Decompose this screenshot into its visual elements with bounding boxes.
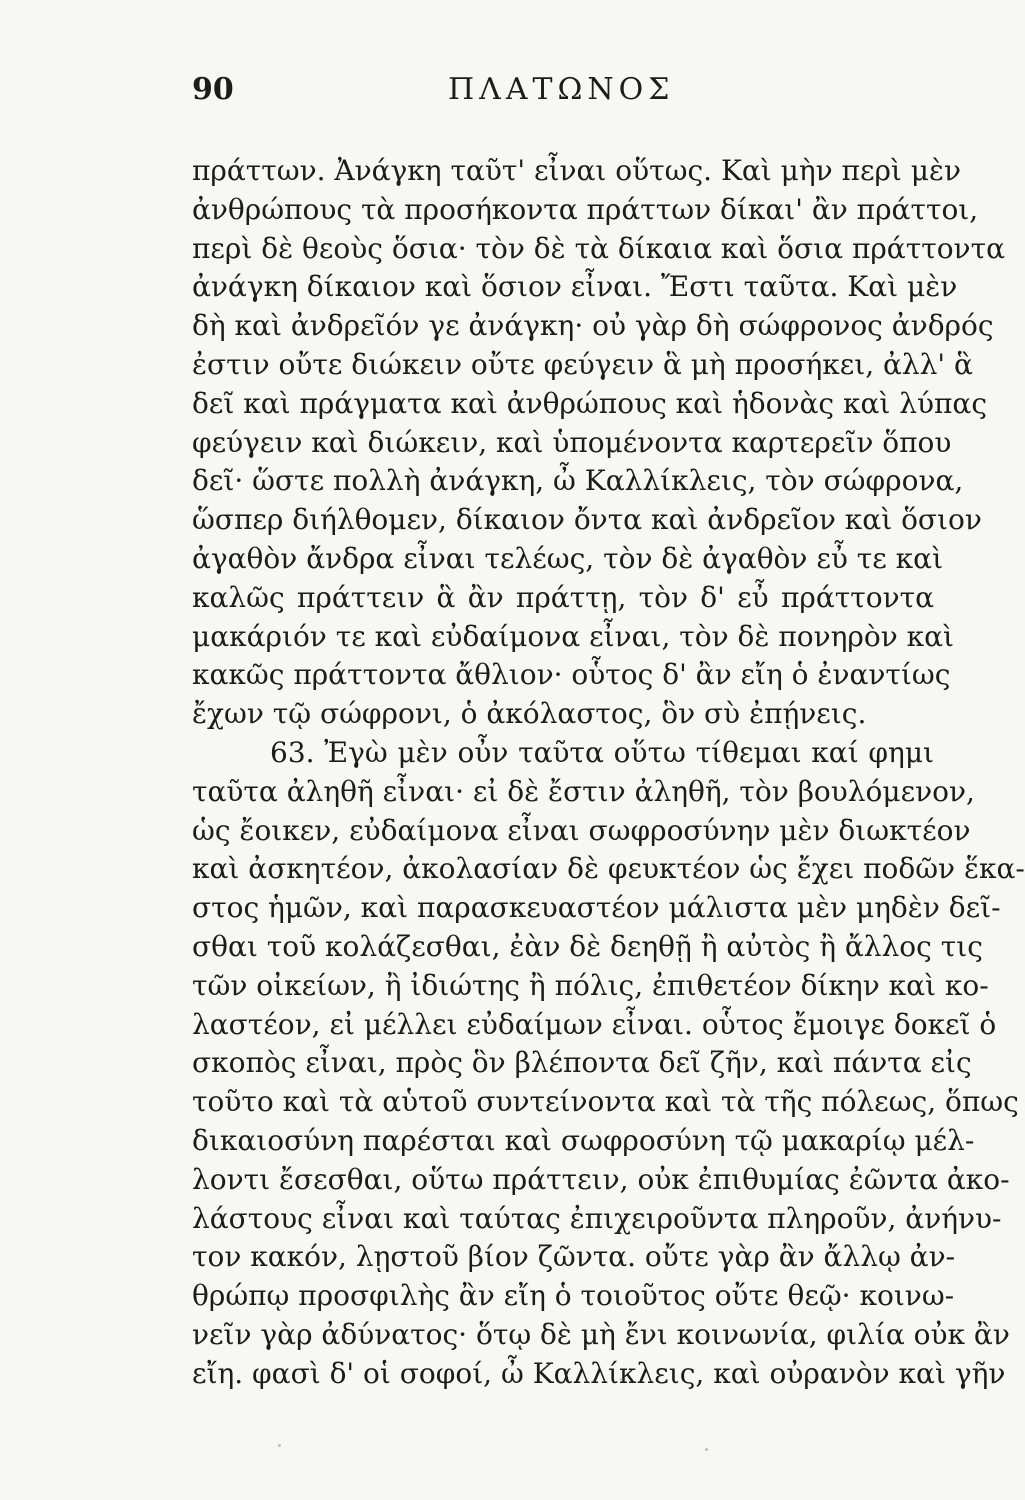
text-line: ἀγαθὸν ἄνδρα εἶναι τελέως, τὸν δὲ ἀγαθὸν εὖ τε καὶ xyxy=(192,541,944,575)
text-line: τοῦτο καὶ τὰ αὑτοῦ συντείνοντα καὶ τὰ τῆς πόλεως, ὅπως xyxy=(192,1085,1019,1119)
text-line: τῶν οἰκείων, ἢ ἰδιώτης ἢ πόλις, ἐπιθετέον δίκην καὶ κο- xyxy=(192,968,989,1002)
text-line: περὶ δὲ θεοὺς ὅσια· τὸν δὲ τὰ δίκαια καὶ ὅσια πράττοντα xyxy=(192,231,1005,265)
section-start-line: 63. Ἐγὼ μὲν οὖν ταῦτα οὕτω τίθεμαι καί φημι xyxy=(270,735,934,769)
page-number: 90 xyxy=(192,72,234,107)
text-line: ὡς ἔοικεν, εὐδαίμονα εἶναι σωφροσύνην μὲν διωκτέον xyxy=(192,813,971,847)
text-line: θρώπῳ προσφιλὴς ἂν εἴη ὁ τοιοῦτος οὔτε θεῷ· κοινω- xyxy=(192,1279,955,1313)
text-line: λάστους εἶναι καὶ ταύτας ἐπιχειροῦντα πληροῦν, ἀνήνυ- xyxy=(192,1201,1002,1235)
text-line: δὴ καὶ ἀνδρεῖόν γε ἀνάγκη· οὐ γὰρ δὴ σώφρονος ἀνδρός xyxy=(192,309,994,343)
running-title: ΠΛΑΤΩΝΟΣ xyxy=(448,72,675,107)
text-line: σθαι τοῦ κολάζεσθαι, ἐὰν δὲ δεηθῇ ἢ αὐτὸς ἢ ἄλλος τις xyxy=(192,929,983,963)
text-line: δικαιοσύνη παρέσται καὶ σωφροσύνη τῷ μακαρίῳ μέλ- xyxy=(192,1123,975,1157)
page-header xyxy=(192,72,930,120)
text-line: καλῶς πράττειν ἃ ἂν πράττῃ, τὸν δ' εὖ πράττοντα xyxy=(192,580,934,614)
text-line: λαστέον, εἰ μέλλει εὐδαίμων εἶναι. οὗτος ἔμοιγε δοκεῖ ὁ xyxy=(192,1007,997,1041)
text-line: σκοπὸς εἶναι, πρὸς ὃν βλέποντα δεῖ ζῆν, καὶ πάντα εἰς xyxy=(192,1046,972,1080)
text-line: ὥσπερ διήλθομεν, δίκαιον ὄντα καὶ ἀνδρεῖον καὶ ὅσιον xyxy=(192,503,982,537)
text-line: εἴη. φασὶ δ' οἱ σοφοί, ὦ Καλλίκλεις, καὶ οὐρανὸν καὶ γῆν xyxy=(192,1356,1006,1390)
text-line: τον κακόν, λῃστοῦ βίον ζῶντα. οὔτε γὰρ ἂν ἄλλῳ ἀν- xyxy=(192,1240,956,1274)
text-line: λοντι ἔσεσθαι, οὕτω πράττειν, οὐκ ἐπιθυμίας ἐῶντα ἀκο- xyxy=(192,1162,1010,1196)
text-line: κακῶς πράττοντα ἄθλιον· οὗτος δ' ἂν εἴη ὁ ἐναντίως xyxy=(192,658,951,692)
text-line: δεῖ· ὥστε πολλὴ ἀνάγκη, ὦ Καλλίκλεις, τὸν σώφρονα, xyxy=(192,464,964,498)
text-line: νεῖν γὰρ ἀδύνατος· ὅτῳ δὲ μὴ ἔνι κοινωνία, φιλία οὐκ ἂν xyxy=(192,1317,1010,1351)
text-line: στος ἡμῶν, καὶ παρασκευαστέον μάλιστα μὲν μηδὲν δεῖ- xyxy=(192,891,1001,925)
paper-speckle xyxy=(278,1444,281,1447)
text-line: φεύγειν καὶ διώκειν, καὶ ὑπομένοντα καρτερεῖν ὅπου xyxy=(192,425,952,459)
text-line: πράττων. Ἀνάγκη ταῦτ' εἶναι οὕτως. Καὶ μὴν περὶ μὲν xyxy=(192,154,962,187)
paper-speckle xyxy=(620,1378,623,1381)
text-line: καὶ ἀσκητέον, ἀκολασίαν δὲ φευκτέον ὡς ἔχει ποδῶν ἕκα- xyxy=(192,852,1025,886)
text-line: ταῦτα ἀληθῆ εἶναι· εἰ δὲ ἔστιν ἀληθῆ, τὸν βουλόμενον, xyxy=(192,774,975,808)
greek-text-block xyxy=(192,152,1025,1472)
text-line: ἀνθρώπους τὰ προσήκοντα πράττων δίκαι' ἂν πράττοι, xyxy=(192,192,979,226)
paper-speckle xyxy=(705,1448,708,1451)
text-line: ἔχων τῷ σώφρονι, ὁ ἀκόλαστος, ὃν σὺ ἐπῄνεις. xyxy=(192,697,867,731)
text-line: μακάριόν τε καὶ εὐδαίμονα εἶναι, τὸν δὲ πονηρὸν καὶ xyxy=(192,619,955,653)
text-line: ἐστιν οὔτε διώκειν οὔτε φεύγειν ἃ μὴ προσήκει, ἀλλ' ἃ xyxy=(192,347,973,381)
text-line: ἀνάγκη δίκαιον καὶ ὅσιον εἶναι. Ἔστι ταῦτα. Καὶ μὲν xyxy=(192,270,958,304)
text-line: δεῖ καὶ πράγματα καὶ ἀνθρώπους καὶ ἡδονὰς καὶ λύπας xyxy=(192,386,988,420)
